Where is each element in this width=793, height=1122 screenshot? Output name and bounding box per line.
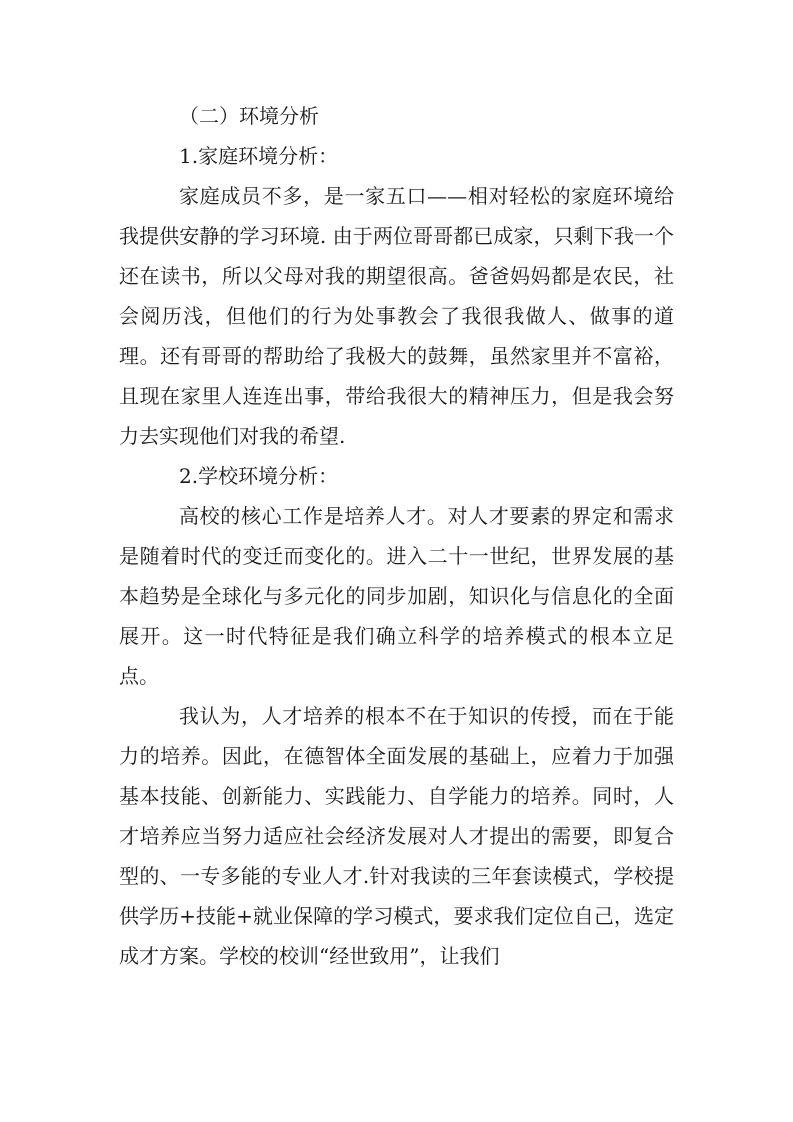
paragraph-family-environment: 家庭成员不多，是一家五口——相对轻松的家庭环境给我提供安静的学习环境. 由于两位哥哥都已成家，只剩下我一个还在读书，所以父母对我的期望很高。爸爸妈妈都是农民，社会阅历浅，但他们的行为处事教会了我很我做人、做事的道理。还有哥哥的帮助给了我极大的鼓舞，虽然家里并不富裕，且现在家里人连连出事，带给我很大的精神压力，但是我会努力去实现他们对我的希望. xyxy=(119,184,674,448)
document-body xyxy=(119,96,674,976)
section-heading: （二）环境分析 xyxy=(179,104,319,128)
paragraph-school-environment-1: 高校的核心工作是培养人才。对人才要素的界定和需求是随着时代的变迁而变化的。进入二十一世纪，世界发展的基本趋势是全球化与多元化的同步加剧，知识化与信息化的全面展开。这一时代特征是我们确立科学的培养模式的根本立足点。 xyxy=(119,504,674,688)
paragraph-school-environment-2: 我认为，人才培养的根本不在于知识的传授，而在于能力的培养。因此，在德智体全面发展的基础上，应着力于加强基本技能、创新能力、实践能力、自学能力的培养。同时，人才培养应当努力适应社会经济发展对人才提出的需要，即复合型的、一专多能的专业人才.针对我读的三年套读模式，学校提供学历+技能+就业保障的学习模式，要求我们定位自己，选定成才方案。学校的校训“经世致用”，让我们 xyxy=(119,704,674,968)
subsection-heading-family: 1.家庭环境分析： xyxy=(179,144,339,168)
subsection-heading-school: 2.学校环境分析： xyxy=(179,464,339,488)
